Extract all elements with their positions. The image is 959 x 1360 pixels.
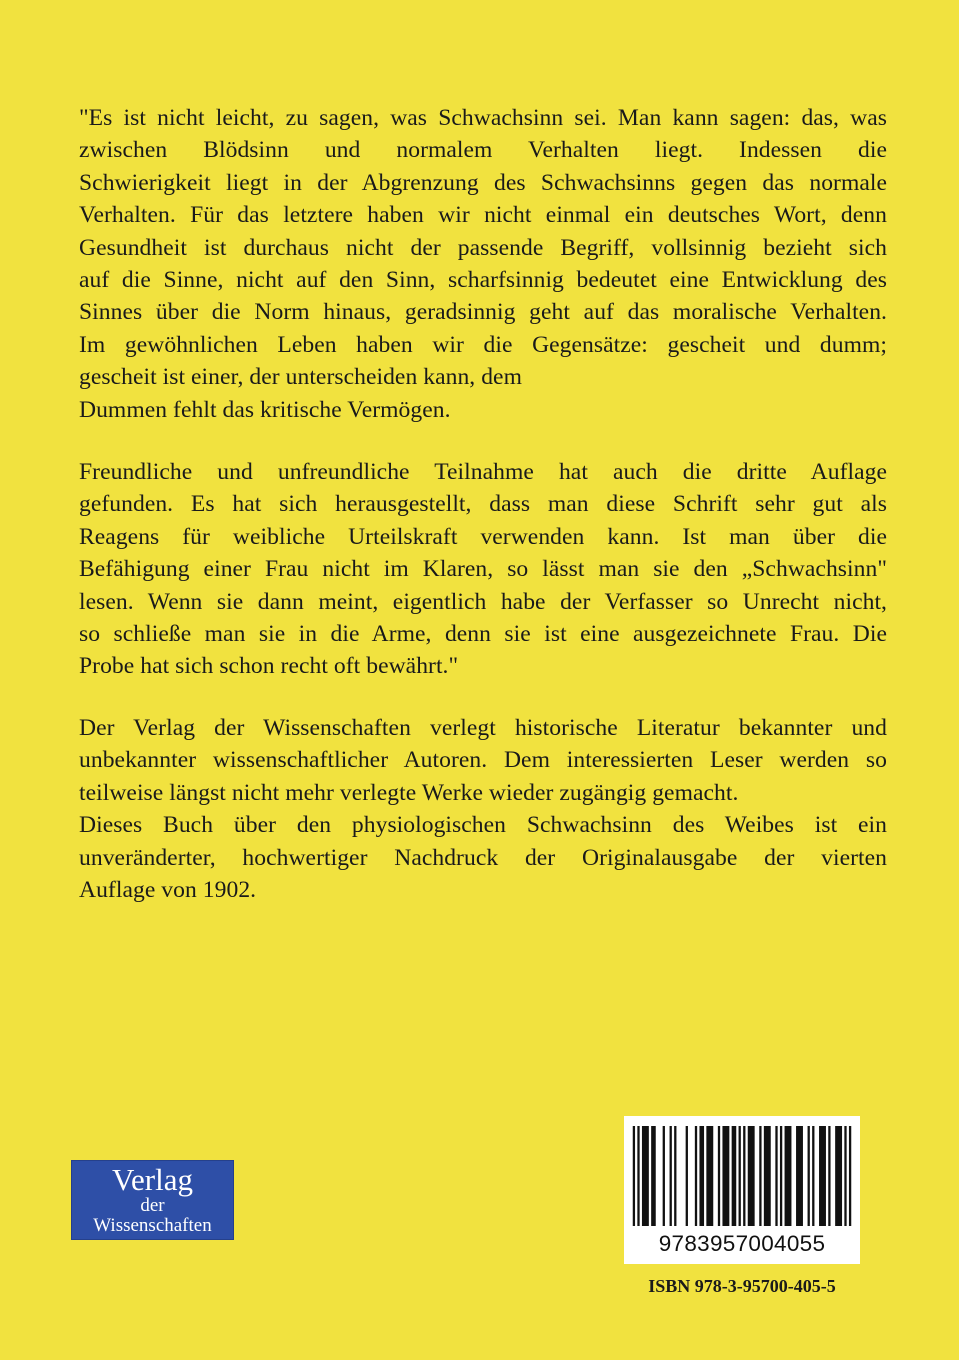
barcode-bar xyxy=(835,1126,842,1226)
publisher-paragraph xyxy=(79,712,887,906)
text-line: gescheit ist einer, der unterscheiden kann, dem xyxy=(79,364,522,391)
quote-paragraph-2 xyxy=(79,456,887,683)
barcode-bars xyxy=(624,1116,860,1232)
text-line: Schwierigkeit liegt in der Abgrenzung des Schwachsinns gegen das normale xyxy=(79,169,887,196)
barcode-bar xyxy=(699,1126,704,1226)
publisher-logo xyxy=(71,1160,234,1240)
barcode-bar xyxy=(785,1126,792,1226)
text-line: gefunden. Es hat sich herausgestellt, dass man diese Schrift sehr gut als xyxy=(79,491,887,518)
text-line: auf die Sinne, nicht auf den Sinn, scharfsinnig bedeutet eine Entwicklung des xyxy=(79,267,887,294)
text-line: Gesundheit ist durchaus nicht der passende Begriff, vollsinnig bezieht sich xyxy=(79,234,887,261)
text-line: Verhalten. Für das letztere haben wir nicht einmal ein deutsches Wort, denn xyxy=(79,202,887,229)
logo-line-verlag: Verlag xyxy=(112,1162,193,1197)
text-line: unbekannter wissenschaftlicher Autoren. Dem interessierten Leser werden so xyxy=(79,747,887,774)
barcode-bar xyxy=(663,1126,665,1226)
barcode-bar xyxy=(812,1126,814,1226)
text-line: Auflage von 1902. xyxy=(79,877,257,904)
text-line: Im gewöhnlichen Leben haben wir die Gegensätze: gescheit und dumm; xyxy=(79,331,887,358)
barcode-bar xyxy=(642,1126,649,1226)
barcode-bar xyxy=(651,1126,656,1226)
barcode-bar xyxy=(743,1126,745,1226)
barcode-bar xyxy=(849,1126,851,1226)
text-line: Sinnes über die Norm hinaus, geradsinnig geht auf das moralische Verhalten. xyxy=(79,299,887,326)
barcode-bar xyxy=(686,1126,688,1226)
barcode-bar xyxy=(819,1126,826,1226)
barcode-bar xyxy=(844,1126,846,1226)
barcode-bar xyxy=(796,1126,803,1226)
barcode-bar xyxy=(706,1126,713,1226)
barcode-bar xyxy=(759,1126,761,1226)
text-line: unveränderter, hochwertiger Nachdruck der Originalausgabe der vierten xyxy=(79,844,887,871)
text-line: Dummen fehlt das kritische Vermögen. xyxy=(79,396,451,423)
logo-line-der: der xyxy=(140,1195,165,1216)
barcode-bar xyxy=(775,1126,777,1226)
barcode-bar xyxy=(739,1126,741,1226)
barcode-bar xyxy=(748,1126,755,1226)
text-line: Befähigung einer Frau nicht im Klaren, so lässt man sie den „Schwachsinn" xyxy=(79,556,887,583)
text-line: Reagens für weibliche Urteilskraft verwenden kann. Ist man über die xyxy=(79,523,887,550)
barcode-bar xyxy=(732,1126,737,1226)
isbn-label: ISBN 978-3-95700-405-5 xyxy=(648,1276,836,1296)
text-line: zwischen Blödsinn und normalem Verhalten liegt. Indessen die xyxy=(79,137,887,164)
text-line: Der Verlag der Wissenschaften verlegt historische Literatur bekannter und xyxy=(79,715,887,741)
barcode-bar xyxy=(695,1126,697,1226)
barcode-bar xyxy=(828,1126,830,1226)
text-line: so schließe man sie in die Arme, denn sie ist eine ausgezeichnete Frau. Die xyxy=(79,621,887,648)
text-line: lesen. Wenn sie dann meint, eigentlich habe der Verfasser so Unrecht nicht, xyxy=(79,588,887,615)
text-line: teilweise längst nicht mehr verlegte Werke wieder zugängig gemacht. xyxy=(79,779,739,806)
barcode-digits: 9783957004055 xyxy=(658,1231,826,1256)
barcode-bar xyxy=(780,1126,782,1226)
quote-paragraph-1 xyxy=(79,102,887,426)
barcode-bar xyxy=(670,1126,672,1226)
barcode-bar xyxy=(808,1126,810,1226)
barcode-bar xyxy=(637,1126,639,1226)
barcode-bar xyxy=(718,1126,720,1226)
barcode-bar xyxy=(722,1126,729,1226)
text-line: Freundliche und unfreundliche Teilnahme hat auch die dritte Auflage xyxy=(79,459,887,485)
logo-line-wissenschaften: Wissenschaften xyxy=(93,1215,212,1236)
text-line: "Es ist nicht leicht, zu sagen, was Schwachsinn sei. Man kann sagen: das, was xyxy=(79,105,887,131)
barcode-bar xyxy=(764,1126,771,1226)
text-line: Probe hat sich schon recht oft bewährt." xyxy=(79,653,459,680)
barcode xyxy=(624,1116,860,1264)
text-line: Dieses Buch über den physiologischen Schwachsinn des Weibes ist ein xyxy=(79,812,887,839)
barcode-bar xyxy=(674,1126,676,1226)
barcode-bar xyxy=(633,1126,635,1226)
